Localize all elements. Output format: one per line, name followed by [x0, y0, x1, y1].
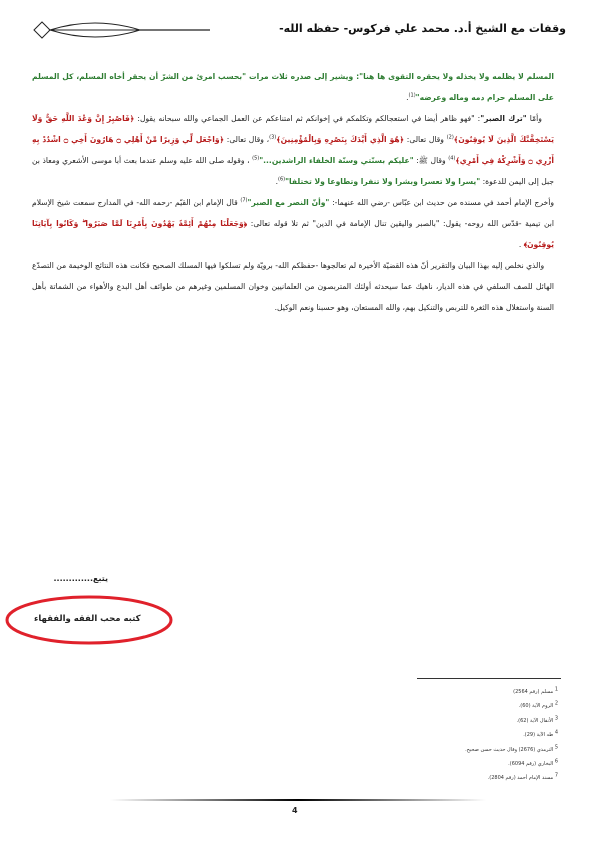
text: .: [406, 93, 409, 102]
author-signature-block: [4, 594, 174, 646]
footnote-ref: (7): [240, 197, 248, 204]
footnote-item: [358, 757, 558, 771]
footnote-number: 2: [554, 700, 558, 707]
header-title: وقفات مع الشيخ أ.د. محمد علي فركوس- حفظه الله-: [279, 22, 566, 35]
footnote-text: طه الآية (29).: [523, 732, 555, 739]
text: وقال تعالى:: [404, 135, 447, 144]
article-body: [32, 66, 554, 318]
footnote-text: الترمذي (2676) وقال حديث حسن صحيح.: [465, 746, 555, 753]
footnote-item: [358, 714, 558, 728]
text: قال الإمام ابن القيّم -رحمه الله- في المدارج سمعت شيخ الإسلام ابن تيمية -قدّس الله روحه- يقول: "بالصبر واليقين تنال الإمامة في الدين" ثم تلا قوله تعالى:: [32, 198, 554, 228]
hadith-text: "وأنّ النصر مع الصبر": [247, 198, 330, 207]
paragraph-3: [32, 192, 554, 255]
quran-verse: ﴿هُوَ الَّذِي أَيَّدَكَ بِنَصْرِهِ وَبِالْمُؤْمِنِينَ﴾: [276, 135, 405, 144]
footnote-item: [358, 743, 558, 757]
author-signature: كتبه محب الفقه والفقهاء: [34, 614, 141, 624]
quran-verse: ﴿فَاصْبِرْ إِنَّ وَعْدَ اللَّهِ حَقٌّ وَلَا يَسْتَخِفَّنَّكَ الَّذِينَ لَا يُوقِنُونَ﴾: [32, 114, 554, 144]
footnotes: [358, 685, 558, 786]
paragraph-4: [32, 255, 554, 318]
footnote-text: مسند الإمام أحمد (رقم 2804).: [487, 775, 555, 782]
footnote-item: [358, 699, 558, 713]
footnote-ref: (5): [252, 155, 260, 162]
footnote-number: 5: [554, 743, 558, 750]
footnote-ref: (2): [446, 134, 454, 141]
hadith-text: "عليكم بسنّتي وسنّة الخلفاء الراشدين...": [259, 156, 414, 165]
text: وأمّا: [526, 114, 542, 123]
footnote-number: 1: [554, 686, 558, 693]
bottom-rule: [110, 799, 486, 801]
footnote-text: الأنفال الآية (62).: [516, 717, 555, 724]
page-number: 4: [292, 806, 298, 815]
footnote-ref: (4): [448, 155, 456, 162]
footnote-ref: (3): [269, 134, 277, 141]
text: ، وقوله صلى الله عليه وسلم عندما بعث أبا موسى الأشعري ومعاذ بن جبل إلى اليمن للدعوة:: [32, 156, 554, 186]
text: .: [518, 240, 524, 249]
to-be-continued: يتبع.............: [53, 574, 108, 583]
paragraph-1: [32, 66, 554, 108]
footnote-number: 6: [554, 758, 558, 765]
text: وقال ﷺ:: [413, 156, 449, 165]
footnote-item: [358, 685, 558, 699]
quran-verse: ﴿وَاجْعَل لِّي وَزِيرًا مِّنْ أَهْلِي ۝ هَارُونَ أَخِي ۝ اشْدُدْ بِهِ أَزْرِي ۝ وَأَشْرِكْهُ فِي أَمْرِي﴾: [32, 135, 554, 165]
footnote-separator: [417, 678, 561, 679]
footnote-text: البخاري (رقم 6094).: [508, 760, 555, 767]
page-header: [30, 12, 566, 46]
footnote-item: [358, 728, 558, 742]
footnote-ref: (6): [277, 176, 286, 183]
text: والذي نخلص إليه بهذا البيان والتقرير أنّ هذه القضيّة الأخيرة لم تعالجوها -حفظكم الله- برويّة ولم تسلكوا فيها المسلك الصحيح فكانت هذه النتائج الوخيمة من التصدّع الهائل للصف السلفي في هذه الديار، ناهيك عما سيحدثه أولئك المتربصون من العلمانيين وخوان المسلمين وغيرهم من طوائف أهل البدع والأهواء من الشماتة بأهل السنة واستغلال هذه الثغرة للتربص والتنكيل بهم، والله المستعان، وهو حسبنا ونعم الوكيل.: [32, 261, 554, 312]
paragraph-2: [32, 108, 554, 192]
footnote-number: 3: [554, 715, 558, 722]
quran-verse: ﴿وَجَعَلْنَا مِنْهُمْ أَئِمَّةً يَهْدُونَ بِأَمْرِنَا لَمَّا صَبَرُوا ۖ وَكَانُوا بِآيَاتِنَا يُوقِنُونَ﴾: [32, 219, 554, 249]
footnote-ref: (1): [408, 92, 416, 99]
hadith-text: المسلم لا يظلمه ولا يخذله ولا يحقره التقوى ها هنا": ويشير إلى صدره ثلاث مرات "بحسب امرئ من الشرّ أن يحقر أخاه المسلم، كل المسلم على المسلم حرام دمه وماله وعرضه": [32, 72, 554, 102]
text: ، وقال تعالى:: [224, 135, 270, 144]
footnote-text: الروم الآية (60).: [518, 703, 555, 710]
footnote-item: [358, 771, 558, 785]
footnote-text: مسلم (رقم 2564): [513, 689, 555, 695]
footnote-number: 4: [554, 729, 558, 736]
hadith-text: "يسرا ولا تعسرا وبشرا ولا تنفرا وتطاوعا ولا تختلفا": [285, 177, 481, 186]
emphasis-text: "ترك الصبر": [480, 114, 527, 123]
footnote-number: 7: [554, 772, 558, 779]
text: .: [275, 177, 278, 186]
text: : "فهو ظاهر أيضا في استعجالكم وتكلمكم في إخوانكم ثم امتناعكم عن العمل الجماعي والله سبحانه يقول:: [134, 114, 481, 123]
text: وأخرج الإمام أحمد في مسنده من حديث ابن عبّاس -رضي الله عنهما-:: [329, 198, 554, 207]
